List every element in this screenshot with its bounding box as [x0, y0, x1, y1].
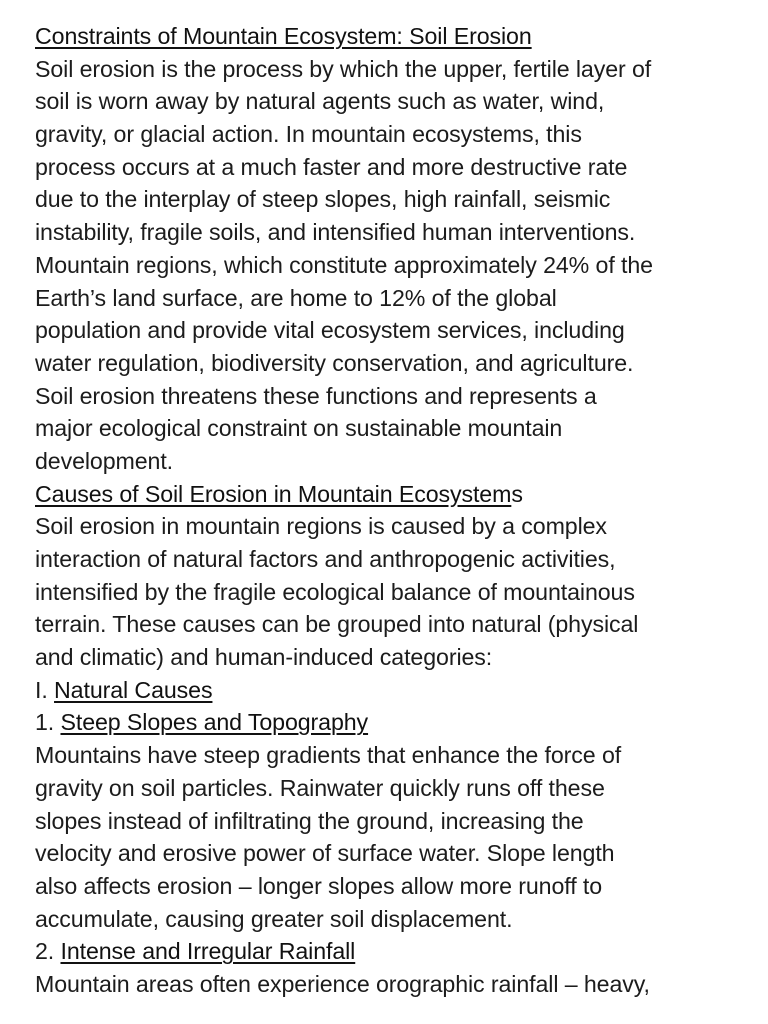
- paragraph-line: soil is worn away by natural agents such as water, wind,: [35, 88, 605, 115]
- item-heading-rainfall: [35, 935, 750, 968]
- paragraph-line: accumulate, causing greater soil displacement.: [35, 905, 513, 932]
- paragraph-line: gravity on soil particles. Rainwater quickly runs off these: [35, 774, 605, 801]
- subsection-heading-natural-causes: [35, 674, 750, 707]
- paragraph-line: also affects erosion – longer slopes allow more runoff to: [35, 872, 603, 899]
- paragraph-line: velocity and erosive power of surface water. Slope length: [35, 840, 615, 867]
- paragraph-line: Mountain regions, which constitute approximately 24% of the: [35, 251, 653, 278]
- section-heading-constraints: [35, 20, 750, 53]
- paragraph-line: Soil erosion threatens these functions and represents a: [35, 382, 597, 409]
- section-heading-causes-text: Causes of Soil Erosion in Mountain Ecosystem: [35, 480, 512, 507]
- paragraph-line: water regulation, biodiversity conservation, and agriculture.: [35, 349, 634, 376]
- section-heading-causes: [35, 478, 750, 511]
- paragraph-line: and climatic) and human-induced categories:: [35, 644, 493, 671]
- paragraph-line: Earth’s land surface, are home to 12% of the global: [35, 284, 557, 311]
- paragraph-line: intensified by the fragile ecological balance of mountainous: [35, 578, 635, 605]
- paragraph-line: Mountains have steep gradients that enhance the force of: [35, 742, 622, 769]
- section-heading-constraints-text: Constraints of Mountain Ecosystem: Soil Erosion: [35, 23, 532, 49]
- paragraph-line: Soil erosion is the process by which the upper, fertile layer of: [35, 55, 652, 82]
- paragraph-line: slopes instead of infiltrating the ground, increasing the: [35, 807, 584, 834]
- section-heading-causes-tail: s: [511, 480, 523, 507]
- paragraph-line: interaction of natural factors and anthropogenic activities,: [35, 546, 616, 572]
- paragraph-line: instability, fragile soils, and intensified human interventions.: [35, 219, 636, 246]
- paragraph-line: Soil erosion in mountain regions is caused by a complex: [35, 513, 607, 540]
- item-prefix: 1.: [35, 709, 61, 736]
- paragraph-line: process occurs at a much faster and more destructive rate: [35, 153, 628, 180]
- paragraph-line: major ecological constraint on sustainable mountain: [35, 415, 563, 442]
- item-heading-steep-slopes: [35, 706, 750, 739]
- paragraph-line: Mountain areas often experience orographic rainfall – heavy,: [35, 970, 650, 997]
- paragraph-line: population and provide vital ecosystem services, including: [35, 317, 625, 344]
- item-title: Steep Slopes and Topography: [60, 709, 369, 736]
- subsection-title: Natural Causes: [54, 676, 213, 703]
- paragraph-line: development.: [35, 447, 174, 474]
- subsection-prefix: I.: [35, 676, 55, 703]
- paragraph-line: terrain. These causes can be grouped into natural (physical: [35, 611, 639, 638]
- item-title: Intense and Irregular Rainfall: [60, 938, 356, 965]
- paragraph-line: gravity, or glacial action. In mountain ecosystems, this: [35, 121, 582, 148]
- item-prefix: 2.: [35, 938, 61, 965]
- paragraph-line: due to the interplay of steep slopes, high rainfall, seismic: [35, 186, 611, 213]
